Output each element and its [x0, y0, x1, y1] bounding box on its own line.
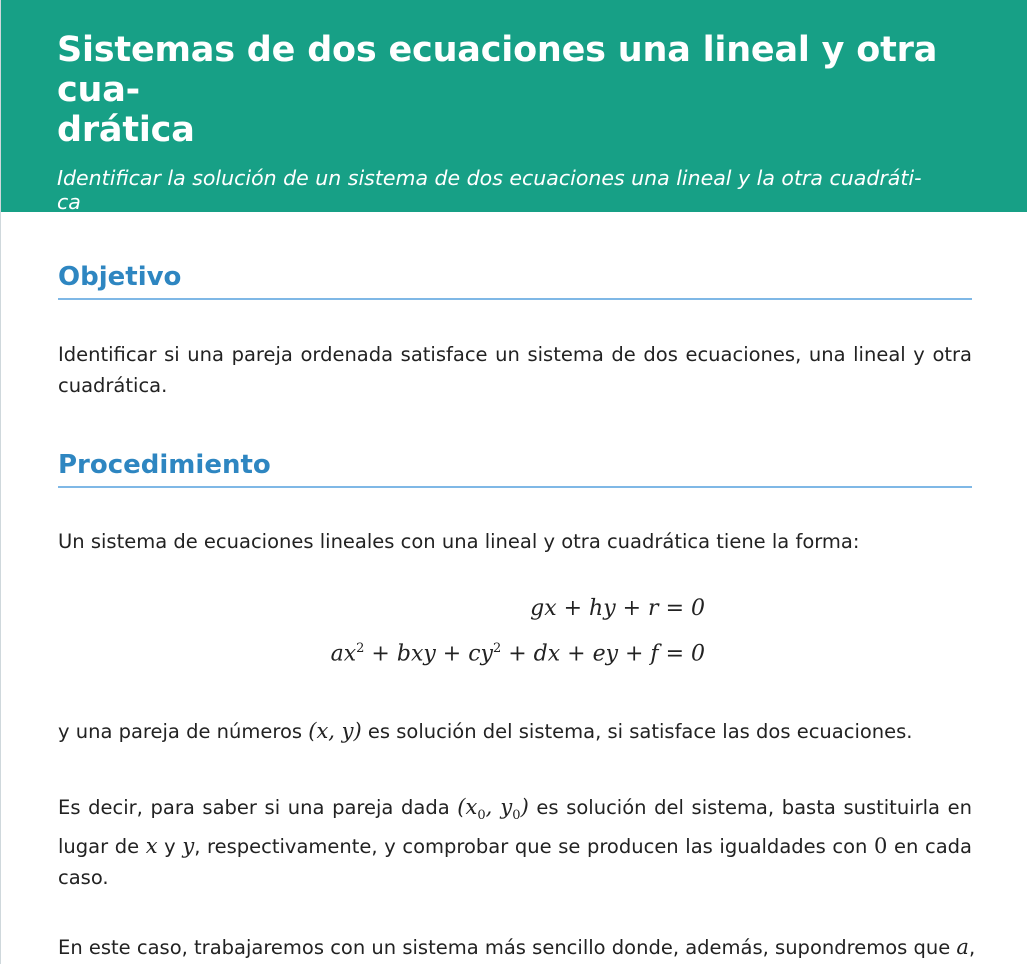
quadratic-equation	[301, 629, 705, 674]
math-a: a	[956, 935, 969, 959]
exponent-2: 2	[356, 641, 365, 656]
math-fragment: (x	[457, 795, 478, 819]
subscript-0: 0	[477, 808, 486, 824]
math-fragment: , y	[485, 795, 513, 819]
text-fragment: ,	[968, 936, 976, 959]
text-fragment: es solución del sistema, si satisface las dos ecuaciones.	[361, 720, 913, 743]
equation-system	[301, 589, 705, 674]
exponent-2: 2	[492, 641, 502, 656]
quadratic-equation-part-2: + bxy + cy	[364, 641, 493, 667]
section-title-procedimiento: Procedimiento	[58, 448, 972, 488]
page-title-line-1: Sistemas de dos ecuaciones una lineal y otra cua-	[57, 30, 938, 110]
math-fragment: )	[520, 795, 529, 819]
simplification-paragraph	[58, 932, 976, 963]
substitution-paragraph	[58, 792, 972, 893]
text-fragment: es solución del sistema, basta sustituirla en lugar de	[58, 796, 972, 859]
subscript-0: 0	[512, 808, 521, 824]
solution-definition-paragraph	[58, 716, 972, 747]
procedimiento-intro: Un sistema de ecuaciones lineales con una lineal y otra cuadrática tiene la forma:	[58, 530, 860, 553]
page-subtitle-line-1: Identificar la solución de un sistema de dos ecuaciones una lineal y la otra cuadráti-	[57, 166, 922, 190]
objetivo-paragraph: Identificar si una pareja ordenada satisface un sistema de dos ecuaciones, una lineal y otra cuadrática.	[58, 343, 972, 397]
text-fragment: Es decir, para saber si una pareja dada	[58, 796, 458, 819]
page-title	[57, 30, 972, 150]
math-pair-x0y0	[457, 795, 529, 824]
text-fragment: y una pareja de números	[58, 720, 309, 743]
page-subtitle	[57, 166, 972, 214]
text-fragment: y	[157, 835, 183, 859]
math-x: x	[145, 834, 158, 859]
math-zero: 0	[874, 834, 888, 859]
page-subtitle-line-2: ca	[57, 190, 81, 214]
section-title-objetivo: Objetivo	[58, 260, 972, 300]
text-fragment: , respectivamente, y comprobar que se producen las igualdades con	[194, 835, 875, 859]
text-fragment: en cada caso.	[58, 835, 972, 890]
math-pair-xy: (x, y)	[308, 719, 362, 743]
linear-equation: gx + hy + r = 0	[530, 596, 705, 621]
quadratic-equation-part-1: ax	[330, 641, 357, 667]
header-banner	[1, 0, 1027, 212]
text-fragment: En este caso, trabajaremos con un sistema más sencillo donde, además, supondremos que	[58, 936, 957, 959]
math-y: y	[182, 834, 195, 859]
quadratic-equation-part-3: + dx + ey + f = 0	[501, 641, 705, 667]
main-content	[58, 260, 972, 557]
page-title-line-2: drática	[57, 110, 195, 150]
